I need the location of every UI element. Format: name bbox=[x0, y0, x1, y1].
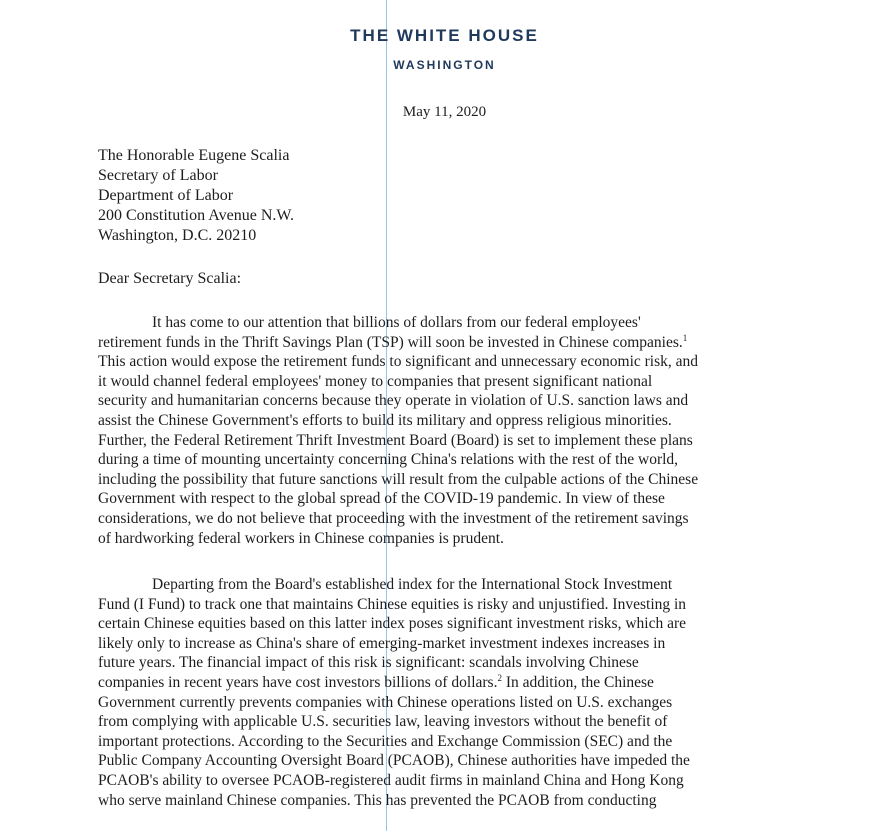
paragraph-line-text: companies in recent years have cost investors billions of dollars. bbox=[98, 673, 498, 691]
paragraph-line-text: retirement funds in the Thrift Savings Plan (TSP) will soon be invested in Chinese companies. bbox=[98, 333, 683, 351]
paragraph-line: including the possibility that future sanctions will result from the culpable actions of the Chinese bbox=[98, 470, 699, 488]
address-line: The Honorable Eugene Scalia bbox=[98, 147, 290, 164]
paragraph-line: Fund (I Fund) to track one that maintains Chinese equities is risky and unjustified. Investing in bbox=[98, 595, 687, 613]
paragraph-line: important protections. According to the Securities and Exchange Commission (SEC) and the bbox=[98, 732, 673, 750]
paragraph-line: Further, the Federal Retirement Thrift Investment Board (Board) is set to implement these plans bbox=[98, 431, 693, 449]
address-line: Secretary of Labor bbox=[98, 167, 218, 184]
paragraph-2 bbox=[98, 575, 798, 810]
letterhead-title: THE WHITE HOUSE bbox=[350, 26, 539, 45]
paragraph-line bbox=[98, 333, 798, 353]
recipient-address bbox=[98, 146, 294, 246]
address-line: 200 Constitution Avenue N.W. bbox=[98, 207, 294, 224]
paragraph-line: future years. The financial impact of this risk is significant: scandals involving Chinese bbox=[98, 654, 639, 672]
paragraph-line: it would channel federal employees' money to companies that present significant national bbox=[98, 372, 653, 390]
paragraph-line: Government currently prevents companies with Chinese operations listed on U.S. exchanges bbox=[98, 693, 673, 711]
footnote-marker-2: 2 bbox=[497, 672, 502, 683]
paragraph-line: during a time of mounting uncertainty concerning China's relations with the rest of the world, bbox=[98, 451, 679, 469]
salutation: Dear Secretary Scalia: bbox=[98, 270, 242, 287]
paragraph-line: It has come to our attention that billions of dollars from our federal employees' bbox=[152, 314, 641, 331]
paragraph-line: security and humanitarian concerns because they operate in violation of U.S. sanction laws and bbox=[98, 392, 689, 410]
address-line: Washington, D.C. 20210 bbox=[98, 227, 257, 244]
footnote-marker-1: 1 bbox=[682, 332, 688, 343]
paragraph-line: Government with respect to the global spread of the COVID-19 pandemic. In view of these bbox=[98, 490, 665, 508]
paragraph-line: certain Chinese equities based on this latter index poses significant investment risks, which are bbox=[98, 615, 686, 633]
paragraph-line-tail: In addition, the Chinese bbox=[501, 673, 654, 691]
paragraph-line: Public Company Accounting Oversight Board (PCAOB), Chinese authorities have impeded the bbox=[98, 752, 690, 770]
paragraph-line: of hardworking federal workers in Chinese companies is prudent. bbox=[98, 529, 504, 547]
paragraph-1 bbox=[98, 313, 798, 548]
paragraph-line: who serve mainland Chinese companies. This has prevented the PCAOB from conducting bbox=[98, 791, 657, 809]
paragraph-line: likely only to increase as China's share of emerging-market investment indexes increases in bbox=[98, 634, 666, 652]
paragraph-line: Departing from the Board's established index for the International Stock Investment bbox=[152, 576, 673, 593]
address-line: Department of Labor bbox=[98, 187, 234, 204]
paragraph-line: PCAOB's ability to oversee PCAOB-registered audit firms in mainland China and Hong Kong bbox=[98, 771, 684, 789]
paragraph-line: This action would expose the retirement funds to significant and unnecessary economic risk, and bbox=[98, 353, 699, 371]
letterhead-city: WASHINGTON bbox=[393, 58, 496, 72]
paragraph-line bbox=[98, 673, 798, 693]
paragraph-line: from complying with applicable U.S. securities law, leaving investors without the benefit of bbox=[98, 713, 668, 731]
letter-date: May 11, 2020 bbox=[402, 104, 487, 120]
paragraph-line: considerations, we do not believe that proceeding with the investment of the retirement savings bbox=[98, 509, 689, 527]
paragraph-line: assist the Chinese Government's efforts to build its military and oppress religious minorities. bbox=[98, 411, 672, 429]
